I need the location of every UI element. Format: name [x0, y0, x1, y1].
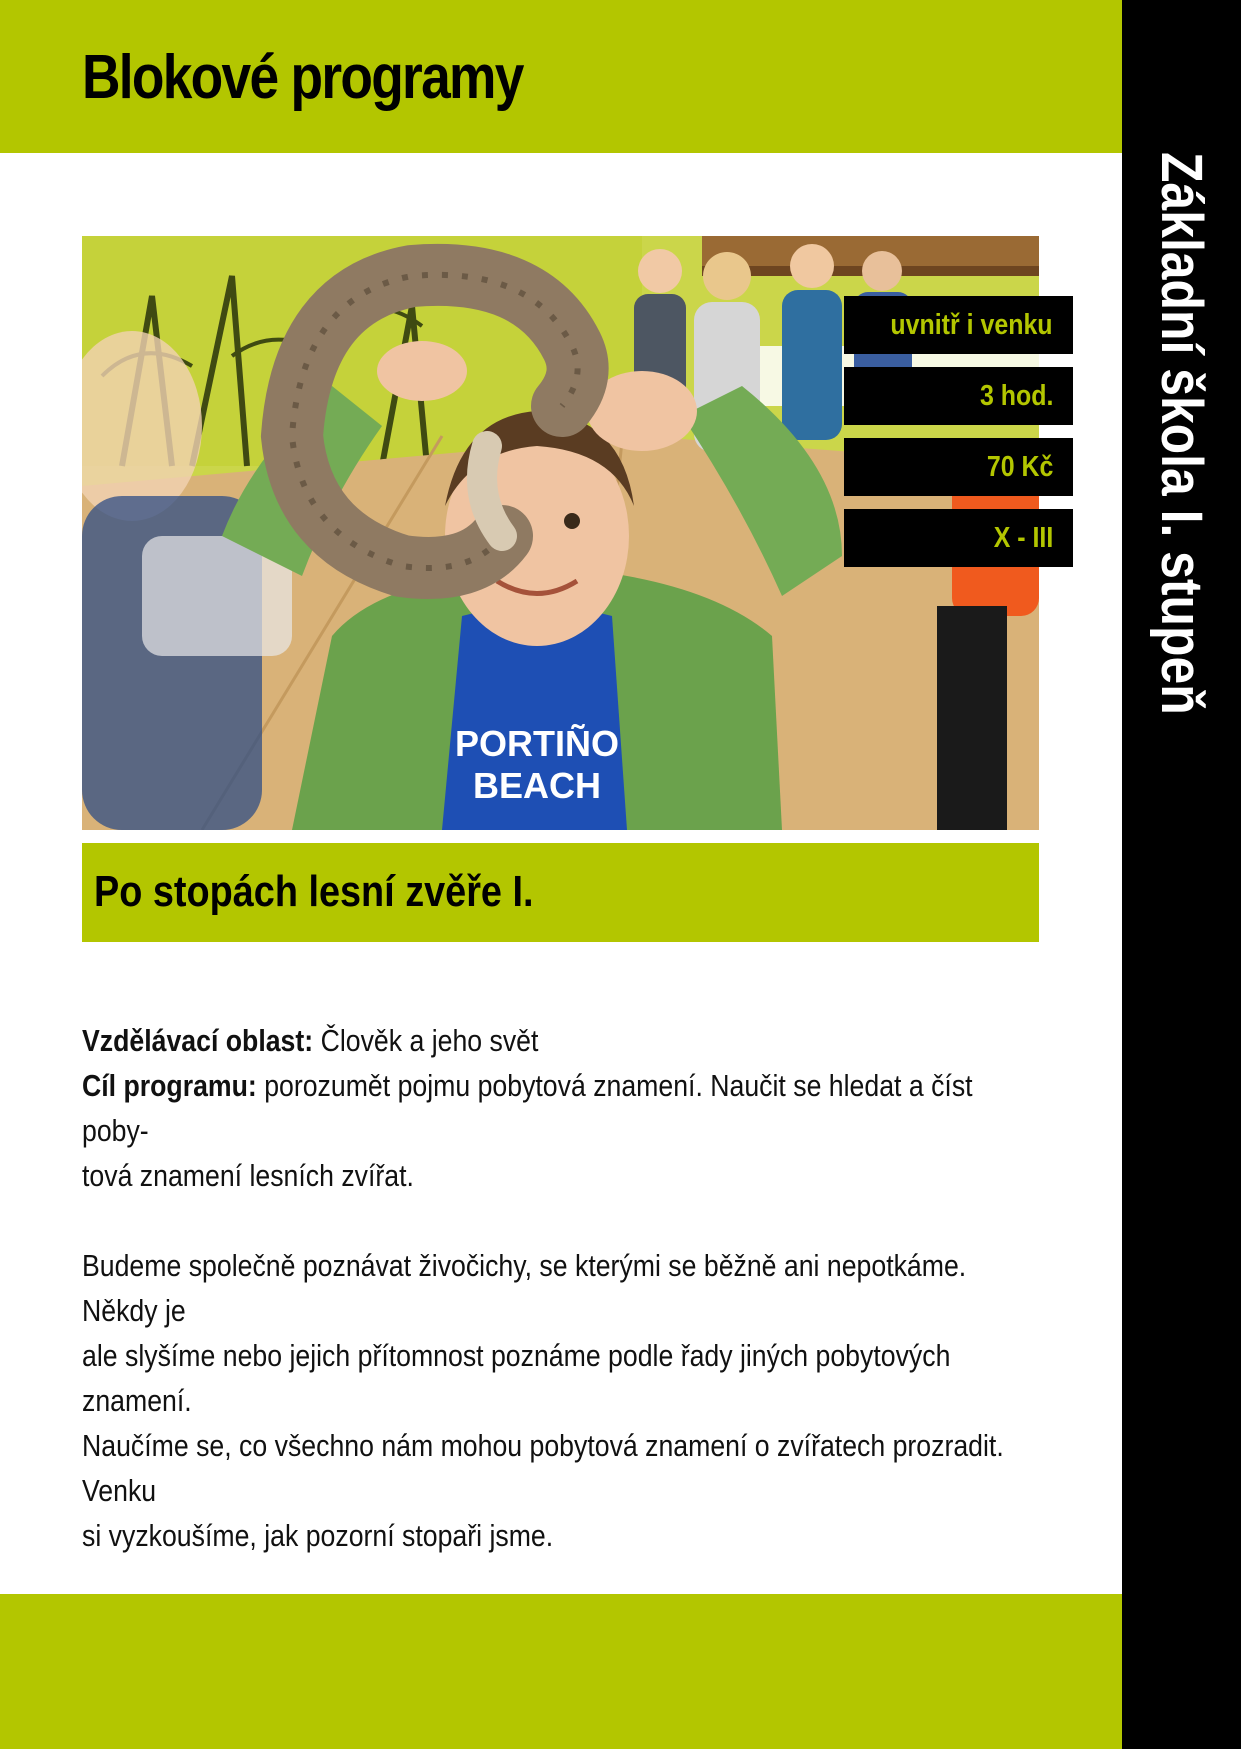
tag-duration: 3 hod.	[844, 367, 1073, 425]
desc-line-3: Naučíme se, co všechno nám mohou pobytová znamení o zvířatech prozradit. Venku	[82, 1428, 1004, 1508]
tag-months: X - III	[844, 509, 1073, 567]
header-band	[0, 0, 1122, 153]
goal-line	[82, 1063, 1037, 1153]
desc-line-4: si vyzkoušíme, jak pozorní stopaři jsme.	[82, 1518, 554, 1553]
shirt-print-line1: PORTIÑO	[454, 723, 620, 764]
tag-price: 70 Kč	[844, 438, 1073, 496]
area-line	[82, 1018, 1037, 1063]
shirt-print-line2: BEACH	[472, 765, 602, 806]
side-label: Základní škola I. stupeň	[1149, 152, 1214, 715]
area-label: Vzdělávací oblast:	[82, 1023, 314, 1058]
desc-line-2: ale slyšíme nebo jejich přítomnost poznáme podle řady jiných pobytových znamení.	[82, 1338, 951, 1418]
page-title: Blokové programy	[82, 43, 523, 112]
goal-text-2: tová znamení lesních zvířat.	[82, 1158, 414, 1193]
area-value: Člověk a jeho svět	[320, 1023, 539, 1058]
goal-text-1: porozumět pojmu pobytová znamení. Naučit se hledat a číst poby-	[82, 1068, 973, 1148]
footer-band	[0, 1594, 1122, 1749]
program-title-band	[82, 843, 1039, 942]
goal-label: Cíl programu:	[82, 1068, 257, 1103]
tag-place: uvnitř i venku	[844, 296, 1073, 354]
program-title: Po stopách lesní zvěře I.	[94, 867, 534, 916]
desc-line-1: Budeme společně poznávat živočichy, se kterými se běžně ani nepotkáme. Někdy je	[82, 1248, 967, 1328]
program-description	[82, 1018, 1037, 1558]
